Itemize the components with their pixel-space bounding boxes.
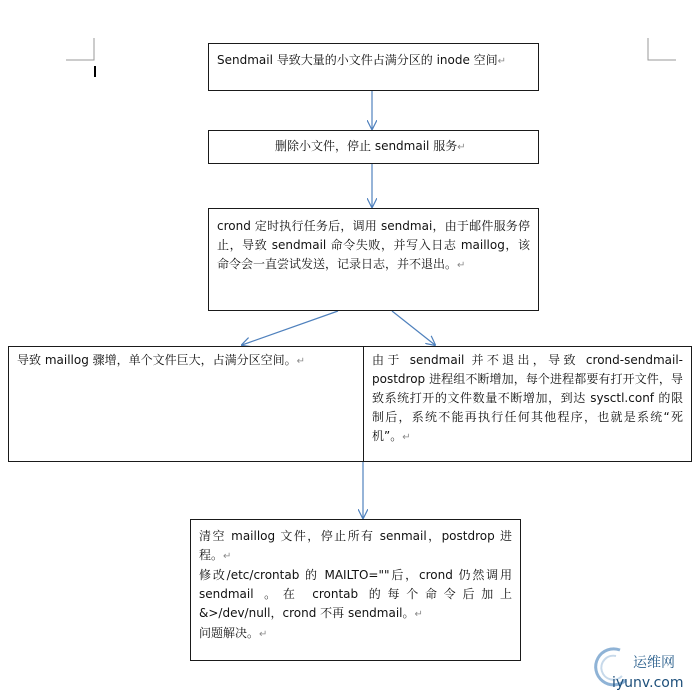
flow-box-maillog-growth (8, 346, 364, 462)
flow-box-delete-files (208, 130, 539, 164)
paragraph-mark-icon: ↵ (259, 629, 268, 640)
box4-text: 导致 maillog 骤增，单个文件巨大，占满分区空间。 (17, 353, 297, 367)
flow-box-resolution (190, 519, 521, 661)
box6-line3: 问题解决。 (199, 626, 260, 640)
arrow-box3-to-box5 (392, 311, 435, 345)
box1-text: Sendmail 导致大量的小文件占满分区的 inode 空间 (217, 53, 498, 67)
paragraph-mark-icon: ↵ (497, 56, 507, 67)
watermark-url: iyunv.com (612, 675, 684, 691)
paragraph-mark-icon: ↵ (457, 142, 466, 153)
box2-text: 删除小文件，停止 sendmail 服务 (275, 139, 458, 153)
paragraph-mark-icon: ↵ (457, 260, 466, 271)
box6-line2: 修改/etc/crontab 的 MAILTO=""后，crond 仍然调用 sendmail 。在 crontab 的每个命令后加上&>/dev/null，crond 不再 sendmail。 (199, 568, 512, 620)
box5-text: 由于 sendmail 并不退出，导致 crond-sendmail-postdrop 进程组不断增加，每个进程都要有打开文件，导致系统打开的文件数量不断增加，到达 sysctl.conf 的限制后，系统不能再执行任何其他程序，也就是系统“死机”。 (372, 353, 683, 443)
paragraph-mark-icon: ↵ (223, 551, 232, 562)
flow-box-crond-failure (208, 208, 539, 311)
watermark-name: 运维网 (633, 655, 675, 671)
paragraph-mark-icon: ↵ (402, 432, 411, 443)
arrow-box3-to-box4 (242, 311, 338, 345)
box6-line1: 清空 maillog 文件，停止所有 senmail，postdrop 进程。 (199, 529, 512, 562)
flow-box-process-growth (363, 346, 692, 462)
paragraph-mark-icon: ↵ (296, 356, 306, 367)
flow-box-inode-full (208, 43, 539, 91)
paragraph-mark-icon: ↵ (414, 609, 423, 620)
box3-text: crond 定时执行任务后，调用 sendmai，由于邮件服务停止，导致 sendmail 命令失败，并写入日志 maillog，该命令会一直尝试发送，记录日志，并不退出。 (217, 219, 530, 271)
